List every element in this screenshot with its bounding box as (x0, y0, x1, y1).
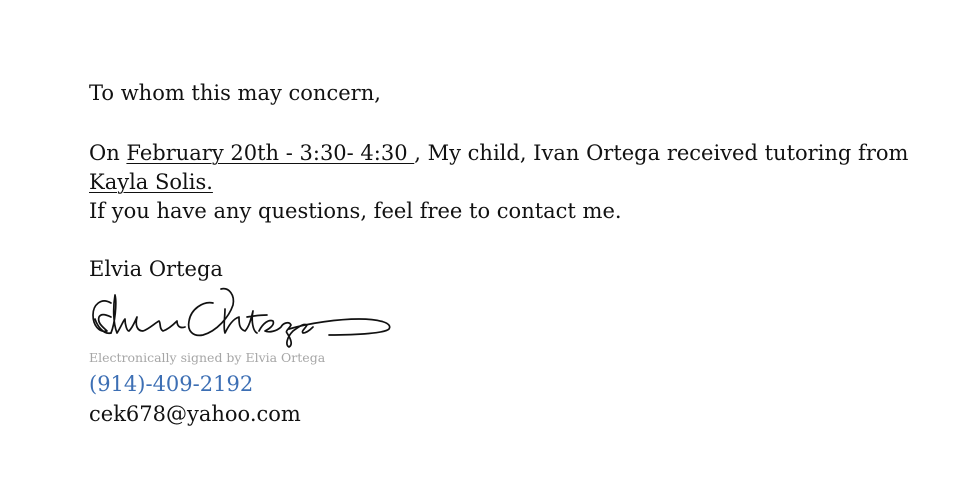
session-date-time: February 20th - 3:30- 4:30 (126, 141, 415, 165)
email-address[interactable]: cek678@yahoo.com (89, 402, 301, 426)
greeting-line: To whom this may concern, (89, 81, 381, 105)
questions-line: If you have any questions, feel free to contact me. (89, 199, 622, 223)
signature-area (89, 283, 409, 343)
signature-caption: Electronically signed by Elvia Ortega (89, 350, 326, 365)
phone-number[interactable]: (914)-409-2192 (89, 372, 254, 396)
body-middle: , My child, Ivan Ortega received tutoring from (414, 141, 909, 165)
tutor-name: Kayla Solis. (89, 170, 213, 194)
signer-name: Elvia Ortega (89, 257, 223, 281)
body-paragraph-line-1 (89, 139, 908, 167)
handwritten-signature-icon (89, 283, 399, 353)
body-paragraph-line-2 (89, 168, 213, 196)
body-prefix: On (89, 141, 127, 165)
